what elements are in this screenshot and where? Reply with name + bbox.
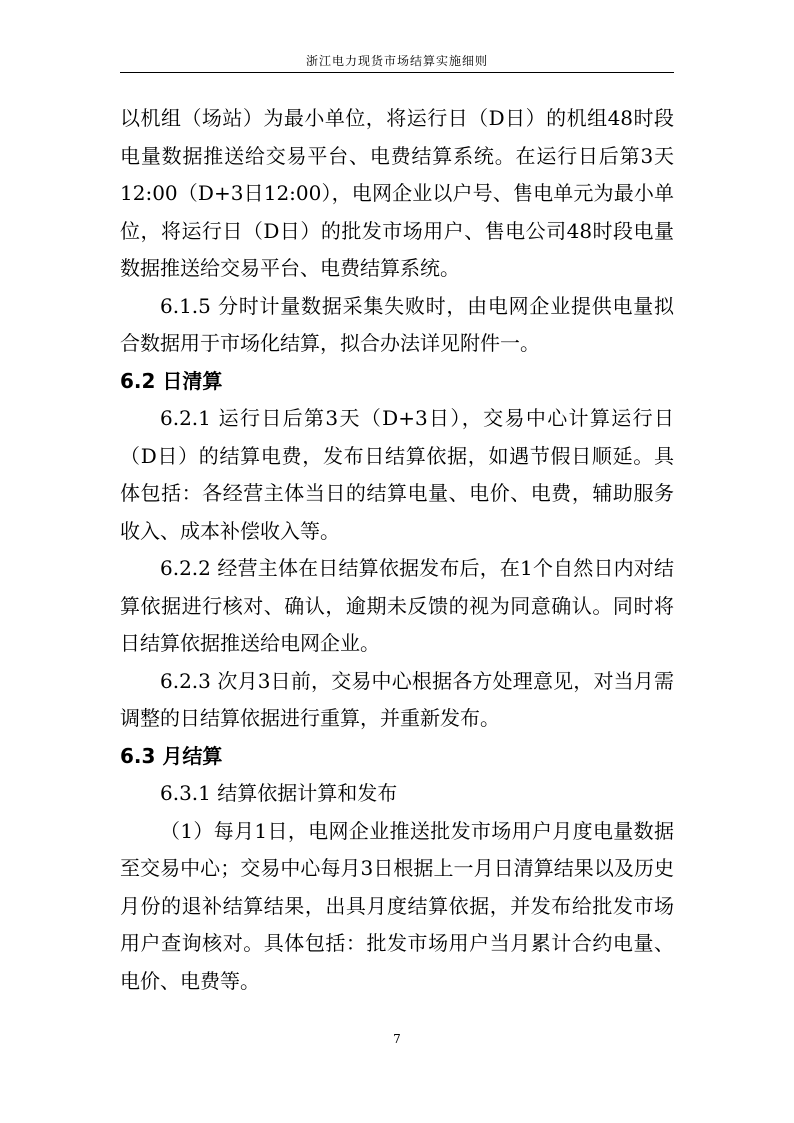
paragraph-continuation: 以机组（场站）为最小单位，将运行日（D日）的机组48时段电量数据推送给交易平台、电费结算系统。在运行日后第3天12:00（D+3日12:00），电网企业以户号、售电单元为最小单位，将运行日（D日）的批发市场用户、售电公司48时段电量数据推送给交易平台、电费结算系统。 [120, 106, 674, 280]
page-number: 7 [393, 1032, 401, 1046]
paragraph-6-2-1: 6.2.1 运行日后第3天（D+3日），交易中心计算运行日（D日）的结算电费，发布日结算依据，如遇节假日顺延。具体包括：各经营主体当日的结算电量、电价、电费，辅助服务收入、成本补偿收入等。 [120, 406, 674, 543]
header-title: 浙江电力现货市场结算实施细则 [305, 54, 488, 68]
section-heading-6-2: 6.2 日清算 [120, 368, 223, 393]
header-divider [120, 72, 674, 73]
paragraph-6-3-1: 6.3.1 结算依据计算和发布 [160, 781, 398, 805]
paragraph-6-2-2: 6.2.2 经营主体在日结算依据发布后，在1个自然日内对结算依据进行核对、确认，逾期未反馈的视为同意确认。同时将日结算依据推送给电网企业。 [120, 556, 674, 655]
document-body [120, 100, 674, 1000]
paragraph-6-3-1-item-1: （1）每月1日，电网企业推送批发市场用户月度电量数据至交易中心；交易中心每月3日根据上一月日清算结果以及历史月份的退补结算结果，出具月度结算依据，并发布给批发市场用户查询核对。具体包括：批发市场用户当月累计合约电量、电价、电费等。 [120, 818, 674, 993]
paragraph-6-2-3: 6.2.3 次月3日前，交易中心根据各方处理意见，对当月需调整的日结算依据进行重算，并重新发布。 [120, 668, 674, 730]
section-heading-6-3: 6.3 月结算 [120, 743, 223, 768]
paragraph-6-1-5: 6.1.5 分时计量数据采集失败时，由电网企业提供电量拟合数据用于市场化结算，拟合办法详见附件一。 [120, 293, 674, 355]
